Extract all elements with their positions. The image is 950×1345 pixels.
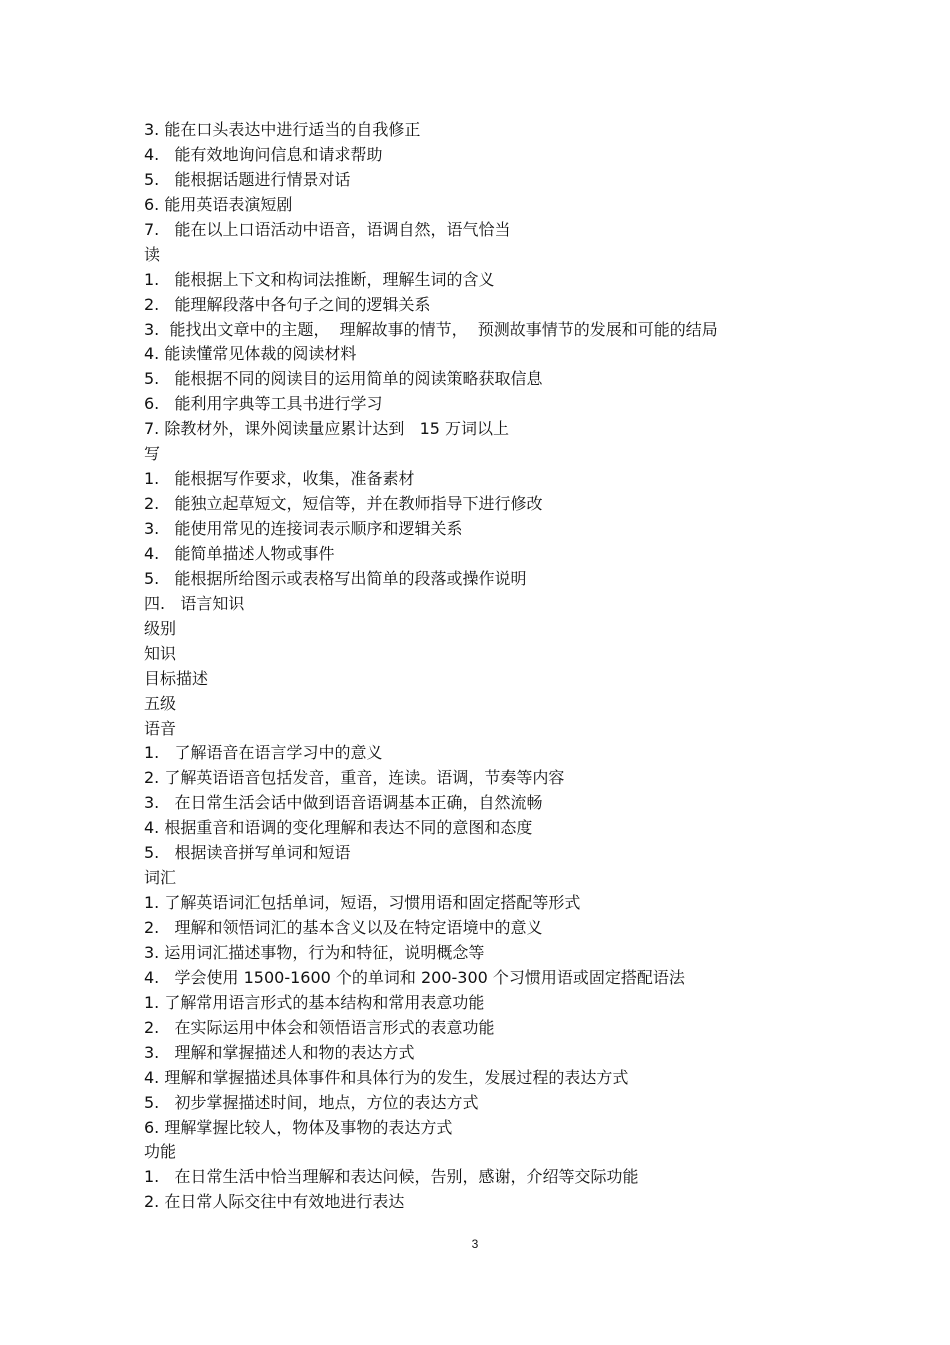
text-line: 3. 能在口头表达中进行适当的自我修正 <box>144 120 421 139</box>
text-line: 4. 根据重音和语调的变化理解和表达不同的意图和态度 <box>144 818 533 838</box>
text-line: 4. 能简单描述人物或事件 <box>144 543 335 563</box>
text-line: 5. 能根据所给图示或表格写出简单的段落或操作说明 <box>144 568 527 588</box>
text-line: 1. 在日常生活中恰当理解和表达问候，告别，感谢，介绍等交际功能 <box>144 1167 639 1187</box>
page-number: 3 <box>471 1237 479 1251</box>
text-line: 1. 能根据上下文和构词法推断，理解生词的含义 <box>144 269 495 289</box>
text-line: 4. 能有效地询问信息和请求帮助 <box>144 144 383 164</box>
text-line: 1. 了解常用语言形式的基本结构和常用表意功能 <box>144 992 485 1012</box>
text-line: 五级 <box>144 693 177 713</box>
text-line: 6. 能用英语表演短剧 <box>144 194 293 214</box>
text-line: 知识 <box>144 643 177 663</box>
text-line: 2. 在日常人际交往中有效地进行表达 <box>144 1192 405 1212</box>
text-line: 级别 <box>144 618 177 638</box>
text-line: 3. 理解和掌握描述人和物的表达方式 <box>144 1042 415 1062</box>
text-line: 写 <box>144 444 161 464</box>
text-line: 3. 能使用常见的连接词表示顺序和逻辑关系 <box>144 519 463 538</box>
text-line: 6. 能利用字典等工具书进行学习 <box>144 394 383 414</box>
text-line: 5. 能根据话题进行情景对话 <box>144 169 351 189</box>
text-line: 6. 理解掌握比较人，物体及事物的表达方式 <box>144 1117 453 1137</box>
text-line: 5. 能根据不同的阅读目的运用简单的阅读策略获取信息 <box>144 369 543 389</box>
text-line: 3. 运用词汇描述事物，行为和特征，说明概念等 <box>144 942 485 962</box>
text-line: 4. 能读懂常见体裁的阅读材料 <box>144 344 357 364</box>
text-line: 3. 在日常生活会话中做到语音语调基本正确，自然流畅 <box>144 793 543 813</box>
text-line: 目标描述 <box>144 668 209 688</box>
text-line: 读 <box>144 244 161 264</box>
text-line: 4. 理解和掌握描述具体事件和具体行为的发生，发展过程的表达方式 <box>144 1067 629 1087</box>
text-line: 1. 了解语音在语言学习中的意义 <box>144 743 383 763</box>
text-line: 语音 <box>144 718 177 738</box>
text-line: 2. 能理解段落中各句子之间的逻辑关系 <box>144 294 431 314</box>
text-line: 词汇 <box>144 868 177 888</box>
text-line: 7. 除教材外，课外阅读量应累计达到 15 万词以上 <box>144 419 510 439</box>
text-line: 7. 能在以上口语活动中语音，语调自然，语气恰当 <box>144 219 511 239</box>
text-line: 2. 了解英语语音包括发音，重音，连读。语调，节奏等内容 <box>144 768 565 788</box>
text-line: 四. 语言知识 <box>144 593 245 613</box>
text-line: 2. 在实际运用中体会和领悟语言形式的表意功能 <box>144 1017 495 1037</box>
text-line: 5. 初步掌握描述时间，地点，方位的表达方式 <box>144 1092 479 1112</box>
text-line: 5. 根据读音拼写单词和短语 <box>144 843 351 863</box>
document-body <box>144 118 844 1215</box>
text-line: 2. 理解和领悟词汇的基本含义以及在特定语境中的意义 <box>144 918 543 937</box>
text-line: 2. 能独立起草短文，短信等，并在教师指导下进行修改 <box>144 494 543 514</box>
text-line: 1. 能根据写作要求，收集，准备素材 <box>144 469 415 489</box>
text-line: 1. 了解英语词汇包括单词，短语，习惯用语和固定搭配等形式 <box>144 893 581 913</box>
text-line: 3. 能找出文章中的主题， 理解故事的情节， 预测故事情节的发展和可能的结局 <box>144 319 718 339</box>
text-line: 4. 学会使用 1500-1600 个的单词和 200-300 个习惯用语或固定搭配语法 <box>144 967 685 987</box>
text-line: 功能 <box>144 1142 177 1162</box>
